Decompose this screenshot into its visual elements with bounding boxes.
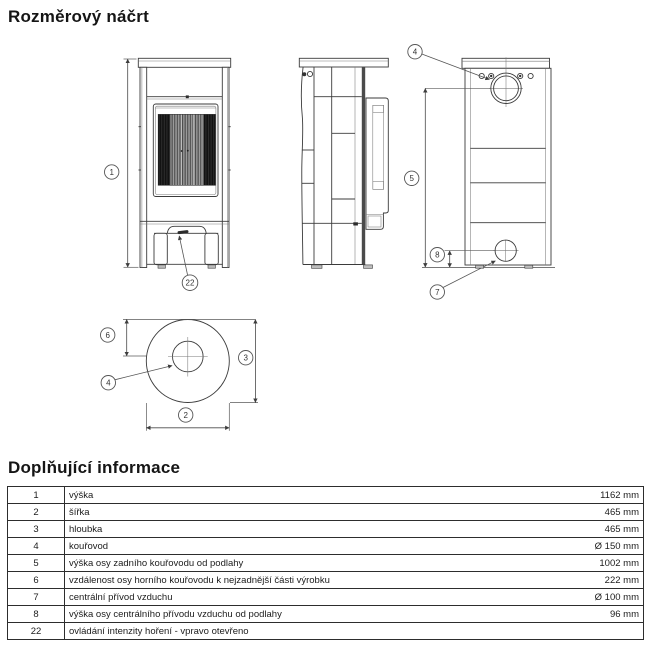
door-latch bbox=[186, 95, 189, 98]
table-row bbox=[8, 538, 644, 555]
row-description: vzdálenost osy horního kouřovodu k nejzadnější části výrobku bbox=[65, 572, 548, 589]
callout-flue-offset-label: 6 bbox=[105, 330, 110, 340]
callout-height-label: 1 bbox=[109, 167, 114, 177]
row-value: Ø 100 mm bbox=[547, 589, 644, 606]
row-value: 96 mm bbox=[547, 606, 644, 623]
row-description: výška osy zadního kouřovodu od podlahy bbox=[65, 555, 548, 572]
front-view bbox=[105, 58, 231, 290]
row-number: 8 bbox=[8, 606, 65, 623]
callout-flue-top-label: 4 bbox=[106, 378, 111, 388]
callout-depth-label: 3 bbox=[243, 353, 248, 363]
glass-right-band bbox=[204, 114, 216, 185]
side-vent-hole bbox=[302, 72, 306, 76]
table-row bbox=[8, 623, 644, 640]
callout-burn-control-label: 22 bbox=[185, 278, 195, 288]
front-left-rail bbox=[140, 67, 147, 267]
table-row bbox=[8, 606, 644, 623]
row-number: 2 bbox=[8, 504, 65, 521]
table-row bbox=[8, 589, 644, 606]
callout-air-inlet bbox=[430, 261, 495, 299]
row-number: 4 bbox=[8, 538, 65, 555]
base-right-block bbox=[205, 233, 218, 264]
side-back-edge bbox=[301, 67, 303, 265]
row-number: 1 bbox=[8, 487, 65, 504]
row-number: 6 bbox=[8, 572, 65, 589]
callout-air-height-label: 8 bbox=[435, 250, 440, 260]
glass-left-band bbox=[158, 114, 171, 185]
callout-width-label: 2 bbox=[183, 410, 188, 420]
dimension-depth bbox=[230, 319, 258, 402]
row-number: 3 bbox=[8, 521, 65, 538]
row-value: 465 mm bbox=[547, 504, 644, 521]
row-value: 222 mm bbox=[547, 572, 644, 589]
row-description: výška osy centrálního přívodu vzduchu od podlahy bbox=[65, 606, 548, 623]
side-door-hinge bbox=[353, 222, 358, 225]
front-foot bbox=[208, 265, 215, 268]
callout-flue-height-label: 5 bbox=[409, 174, 414, 184]
dimension-width bbox=[146, 403, 229, 431]
info-table bbox=[7, 486, 644, 640]
dimension-height bbox=[105, 59, 139, 267]
side-view bbox=[299, 58, 388, 268]
row-value: Ø 150 mm bbox=[547, 538, 644, 555]
section-title: Doplňující informace bbox=[8, 458, 181, 477]
side-foot bbox=[364, 265, 373, 268]
row-number: 22 bbox=[8, 623, 65, 640]
back-body bbox=[465, 68, 551, 265]
back-view bbox=[405, 45, 556, 300]
row-value bbox=[547, 623, 644, 640]
front-foot bbox=[158, 265, 165, 268]
side-foot bbox=[312, 265, 323, 268]
table-row bbox=[8, 572, 644, 589]
row-description: šířka bbox=[65, 504, 548, 521]
row-value: 1162 mm bbox=[547, 487, 644, 504]
back-foot bbox=[476, 265, 484, 268]
callout-flue-top bbox=[101, 366, 172, 390]
dimension-flue-offset bbox=[101, 319, 256, 356]
side-vent-hole bbox=[307, 71, 312, 76]
front-top-plate bbox=[138, 58, 230, 67]
table-row bbox=[8, 504, 644, 521]
callout-burn-control bbox=[179, 236, 198, 291]
row-value: 465 mm bbox=[547, 521, 644, 538]
front-right-rail bbox=[222, 67, 229, 267]
glass-center bbox=[170, 114, 203, 185]
row-description: ovládání intenzity hoření - vpravo otevřeno bbox=[65, 623, 548, 640]
callout-flue-label: 4 bbox=[412, 47, 418, 57]
front-door-glass bbox=[158, 114, 216, 185]
row-description: výška bbox=[65, 487, 548, 504]
row-description: kouřovod bbox=[65, 538, 548, 555]
side-door-panel bbox=[366, 98, 388, 229]
table-row bbox=[8, 521, 644, 538]
row-number: 7 bbox=[8, 589, 65, 606]
row-description: centrální přívod vzduchu bbox=[65, 589, 548, 606]
row-value: 1002 mm bbox=[547, 555, 644, 572]
row-number: 5 bbox=[8, 555, 65, 572]
table-row bbox=[8, 555, 644, 572]
base-left-block bbox=[154, 233, 167, 264]
top-view bbox=[101, 319, 259, 430]
callout-air-label: 7 bbox=[435, 287, 440, 297]
row-description: hloubka bbox=[65, 521, 548, 538]
side-top-plate bbox=[299, 58, 388, 67]
page-title: Rozměrový náčrt bbox=[8, 7, 149, 26]
side-front-edge bbox=[362, 67, 365, 265]
back-foot bbox=[525, 265, 533, 268]
table-row bbox=[8, 487, 644, 504]
info-table-body bbox=[8, 487, 644, 640]
